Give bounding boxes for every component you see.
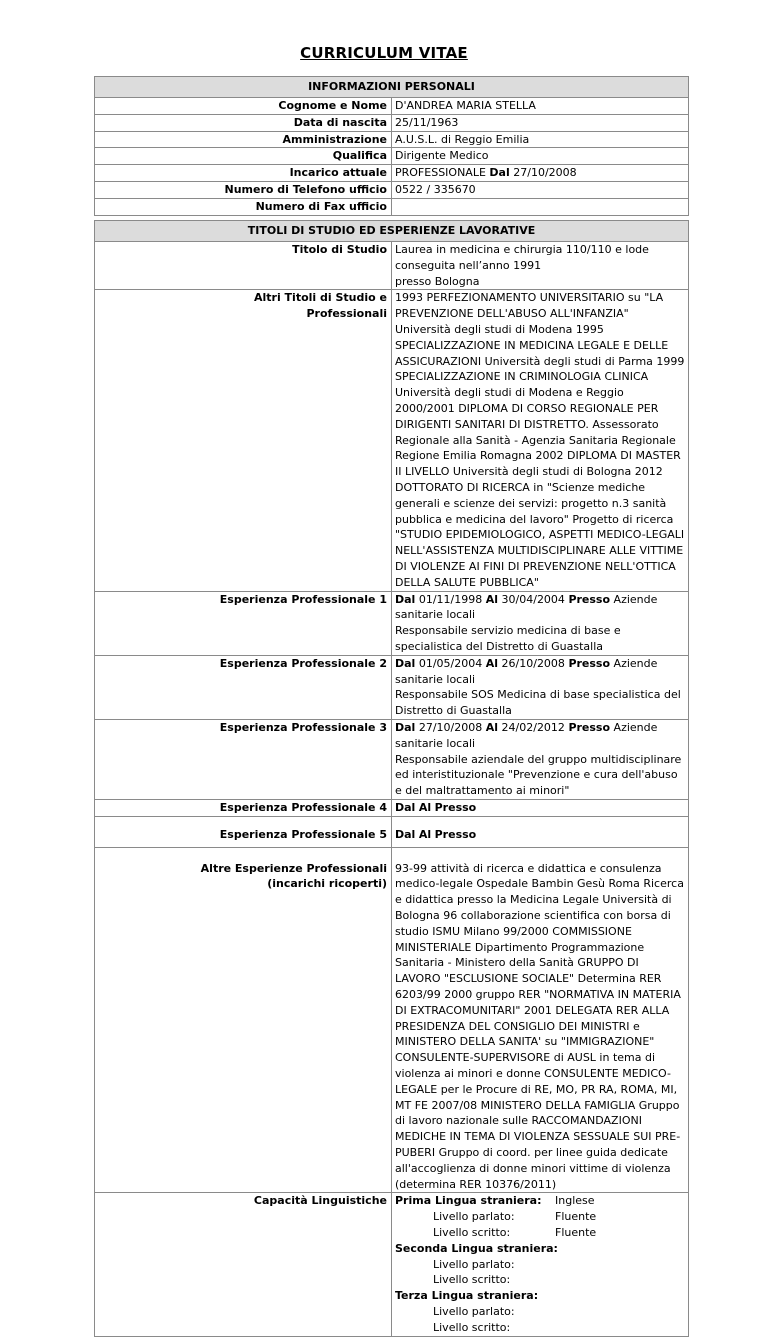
personal-info-table [94,76,689,216]
altre-text: 93-99 attività di ricerca e didattica e consulenza medico-legale Ospedale Bambin Gesù Roma Ricerca e didattica presso la Medicina Legale Università di Bologna 96 collaborazione scientifica con borsa di studio ISMU Milano 99/2000 COMMISSIONE MINISTERIALE Dipartimento Programmazione Sanitaria - Ministero della Sanità GRUPPO DI LAVORO "ESCLUSIONE SOCIALE" Determina RER 6203/99 2000 gruppo RER "NORMATIVA IN MATERIA DI EXTRACOMUNITARI" 2001 DELEGATA RER ALLA PRESIDENZA DEL CONSIGLIO DEI MINISTRI e MINISTERO DELLA SANITA' su "IMMIGRAZIONE" CONSULENTE-SUPERVISORE di AUSL in tema di violenza ai minori e donne CONSULENTE MEDICO-LEGALE per le Procure di RE, MO, PR RA, ROMA, MI, MT FE 2007/08 MINISTERO DELLA FAMIGLIA Gruppo di lavoro nazionale sulle RACCOMANDAZIONI MEDICHE IN TEMA DI VIOLENZA SESSUALE SUI PRE-PUBERI Gruppo di coord. per linee guida dedicate all'accoglienza di donne minori vittime di violenza (determina RER 10376/2011) [395,861,684,1191]
label-line: Professionali [306,307,387,321]
exp-al: 24/02/2012 [501,720,565,734]
exp-desc: Responsabile aziendale del gruppo multidisciplinare ed interistituzionale "Prevenzione e cura dell'abuso e del maltrattamento ai minori" [395,752,682,798]
page-title: CURRICULUM VITAE [300,44,468,62]
lang-parlato-label: Livello parlato: [433,1305,515,1318]
lang-title: Terza Lingua straniera: [395,1289,539,1303]
lang-parlato-label: Livello parlato: [433,1210,515,1224]
value-titolo-studio [392,242,689,290]
label-fax: Numero di Fax ufficio [95,198,392,215]
lang-scritto: Fluente [555,1226,597,1240]
exp-presso: Aziende sanitarie locali [395,656,658,686]
kw-dal: Dal [395,656,416,670]
exp-desc: Responsabile servizio medicina di base e specialistica del Distretto di Guastalla [395,624,621,653]
kw-presso: Presso [434,800,477,814]
label-line: Esperienza Professionale 5 [219,827,387,841]
value-amministrazione: A.U.S.L. di Reggio Emilia [392,131,689,148]
label-line: (incarichi ricoperti) [267,877,387,891]
section-header-studies: TITOLI DI STUDIO ED ESPERIENZE LAVORATIVE [95,221,689,242]
label-telefono: Numero di Telefono ufficio [95,181,392,198]
label-esperienza-4: Esperienza Professionale 4 [95,799,392,816]
kw-presso: Presso [568,592,611,606]
label-cognome-nome: Cognome e Nome [95,98,392,115]
kw-dal: Dal [395,800,416,814]
kw-presso: Presso [568,720,611,734]
label-incarico-attuale: Incarico attuale [95,165,392,182]
lang-scritto-label: Livello scritto: [433,1320,511,1334]
exp-presso: Aziende sanitarie locali [395,592,658,622]
titolo-line: conseguita nell’anno 1991 [395,258,542,272]
label-capacita-linguistiche: Capacità Linguistiche [95,1193,392,1336]
label-amministrazione: Amministrazione [95,131,392,148]
value-altre-esperienze [392,847,689,1193]
titolo-line: presso Bologna [395,274,480,288]
label-data-nascita: Data di nascita [95,114,392,131]
exp-al: 26/10/2008 [501,656,565,670]
value-esperienza-3 [392,719,689,799]
value-esperienza-5 [392,816,689,847]
label-altri-titoli [95,290,392,591]
value-esperienza-1 [392,591,689,655]
value-data-nascita: 25/11/1963 [392,114,689,131]
label-titolo-studio: Titolo di Studio [95,242,392,290]
kw-dal: Dal [395,592,416,606]
label-altre-esperienze [95,847,392,1193]
value-fax [392,198,689,215]
exp-dal: 01/11/1998 [418,592,483,606]
kw-dal: Dal [395,720,416,734]
label-line: Altre Esperienze Professionali [200,861,387,875]
exp-5-line [395,827,685,843]
label-esperienza-2: Esperienza Professionale 2 [95,655,392,719]
lang-parlato-label: Livello parlato: [433,1257,515,1271]
section-header-personal: INFORMAZIONI PERSONALI [95,77,689,98]
incarico-type: PROFESSIONALE [395,166,486,180]
incarico-dal-keyword: Dal [489,166,510,180]
language-block [395,1193,685,1335]
exp-dal: 01/05/2004 [418,656,483,670]
label-qualifica: Qualifica [95,148,392,165]
label-esperienza-3: Esperienza Professionale 3 [95,719,392,799]
lang-scritto-label: Livello scritto: [433,1273,511,1287]
kw-presso: Presso [434,827,477,841]
exp-desc: Responsabile SOS Medicina di base specialistica del Distretto di Guastalla [395,688,681,718]
lang-scritto-label: Livello scritto: [433,1226,511,1240]
lang-parlato: Fluente [555,1210,597,1224]
kw-al: Al [485,720,499,734]
label-line: Altri Titoli di Studio e [253,291,387,305]
titolo-line: Laurea in medicina e chirurgia 110/110 e lode [395,243,649,256]
lang-name: Inglese [555,1194,595,1208]
studies-table [94,220,689,1337]
value-capacita-linguistiche [392,1193,689,1336]
lang-title: Prima Lingua straniera: [395,1194,542,1208]
value-incarico-attuale [392,165,689,182]
label-esperienza-1: Esperienza Professionale 1 [95,591,392,655]
value-cognome-nome: D'ANDREA MARIA STELLA [392,98,689,115]
kw-presso: Presso [568,656,611,670]
kw-al: Al [485,656,499,670]
label-esperienza-5 [95,816,392,847]
exp-presso: Aziende sanitarie locali [395,720,658,750]
kw-al: Al [485,592,499,606]
exp-dal: 27/10/2008 [418,720,483,734]
exp-al: 30/04/2004 [501,592,565,606]
value-altri-titoli: 1993 PERFEZIONAMENTO UNIVERSITARIO su "LA PREVENZIONE DELL'ABUSO ALL'INFANZIA" Università degli studi di Modena 1995 SPECIALIZZAZIONE IN MEDICINA LEGALE E DELLE ASSICURAZIONI Università degli studi di Parma 1999 SPECIALIZZAZIONE IN CRIMINOLOGIA CLINICA Università degli studi di Modena e Reggio 2000/2001 DIPLOMA DI CORSO REGIONALE PER DIRIGENTI SANITARI DI DISTRETTO. Assessorato Regionale alla Sanità - Agenzia Sanitaria Regionale Regione Emilia Romagna 2002 DIPLOMA DI MASTER II LIVELLO Università degli studi di Bologna 2012 DOTTORATO DI RICERCA in "Scienze mediche generali e scienze dei servizi: progetto n.3 sanità pubblica e medicina del lavoro" Progetto di ricerca "STUDIO EPIDEMIOLOGICO, ASPETTI MEDICO-LEGALI NELL'ASSISTENZA MULTIDISCIPLINARE ALLE VITTIME DI VIOLENZE AI FINI DI PREVENZIONE NELL'OTTICA DELLA SALUTE PUBBLICA" [392,290,689,591]
value-esperienza-2 [392,655,689,719]
kw-dal: Dal [395,827,416,841]
value-qualifica: Dirigente Medico [392,148,689,165]
kw-al: Al [418,800,432,814]
incarico-date: 27/10/2008 [513,166,577,180]
kw-al: Al [418,827,432,841]
value-telefono: 0522 / 335670 [392,181,689,198]
lang-title: Seconda Lingua straniera: [395,1241,558,1255]
value-esperienza-4 [392,799,689,816]
